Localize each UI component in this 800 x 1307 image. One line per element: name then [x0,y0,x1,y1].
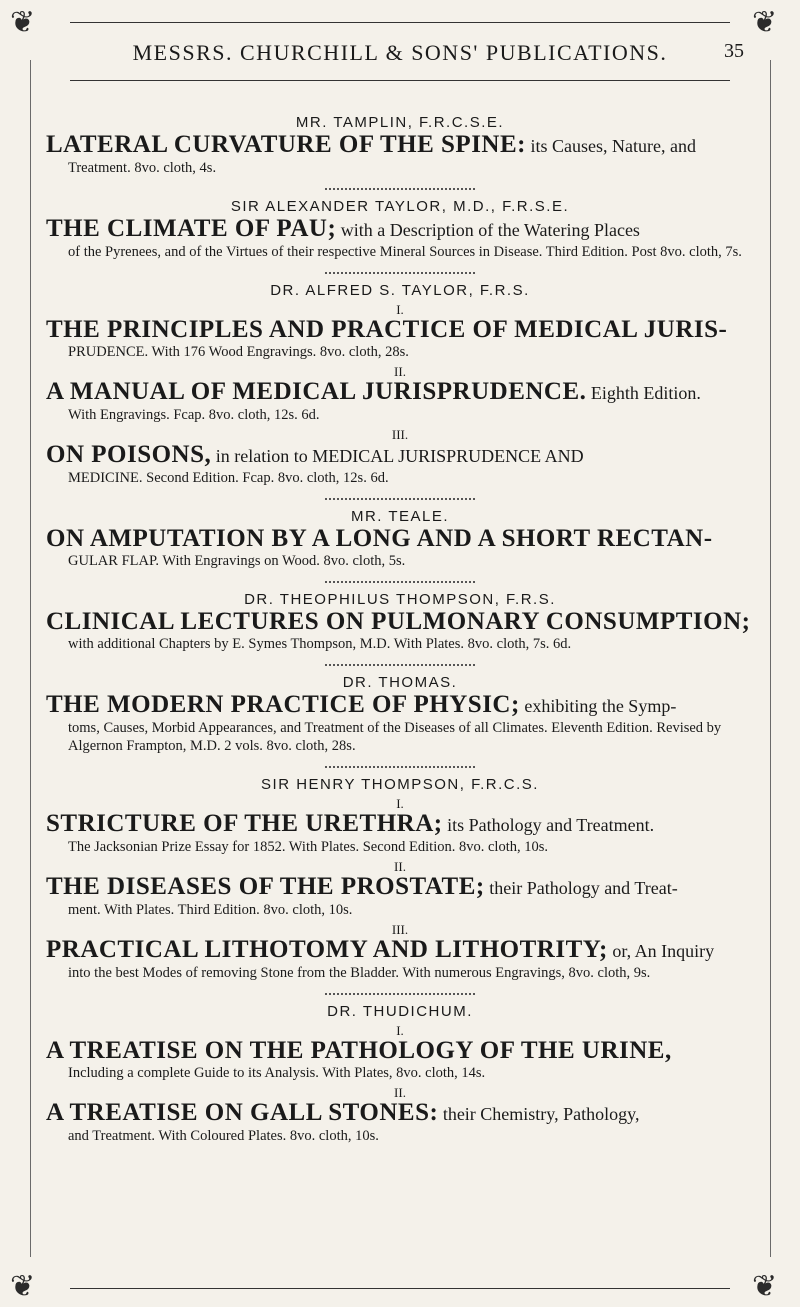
running-header: MESSRS. CHURCHILL & SONS' PUBLICATIONS. [132,40,668,65]
volume-number: I. [396,1023,404,1038]
book-title [46,1100,754,1127]
author-section [46,282,754,500]
author-section [46,198,754,274]
section-divider [325,183,475,190]
book-description: and Treatment. With Coloured Plates. 8vo. cloth, 10s. [68,1128,379,1144]
book-title-main: STRICTURE OF THE URETHRA; [46,810,443,837]
book-entry [46,609,754,653]
book-title-main: A TREATISE ON GALL STONES: [46,1099,439,1126]
author-heading: MR. TEALE. [350,508,450,525]
book-title [46,811,754,838]
book-title-main: PRACTICAL LITHOTOMY AND LITHOTRITY; [46,936,608,963]
book-title-main: CLINICAL LECTURES ON PULMONARY CONSUMPTION; [46,608,751,635]
book-description: toms, Causes, Morbid Appearances, and Treatment of the Diseases of all Climates. Eleventh Edition. Revised by Algernon Frampton, M.D. 2 vols. 8vo. cloth, 28s. [68,720,722,754]
author-heading: DR. THOMAS. [342,674,458,691]
header-rule [70,80,730,81]
book-description: MEDICINE. Second Edition. Fcap. 8vo. cloth, 12s. 6d. [68,470,389,486]
section-divider [325,267,475,274]
book-title-main: ON POISONS, [46,441,212,468]
volume-number: II. [394,364,406,379]
top-rule [70,22,730,23]
book-description: Including a complete Guide to its Analysis. With Plates, 8vo. cloth, 14s. [68,1065,486,1081]
volume-number: III. [391,922,409,937]
section-divider [325,493,475,500]
book-title-main: THE DISEASES OF THE PROSTATE; [46,873,485,900]
book-title [46,937,754,964]
book-title-subtitle: its Causes, Nature, and [526,136,696,156]
section-divider [325,659,475,666]
book-title-main: A TREATISE ON THE PATHOLOGY OF THE URINE, [46,1037,672,1064]
book-entry [46,216,754,261]
book-description: of the Pyrenees, and of the Virtues of their respective Mineral Sources in Disease. Third Edition. Post 8vo. cloth, 7s. [68,244,742,260]
book-title [46,132,754,159]
section-divider [325,761,475,768]
book-description: Treatment. 8vo. cloth, 4s. [68,160,217,176]
book-entry [46,132,754,177]
book-entry [46,526,754,570]
book-title-subtitle: their Pathology and Treat- [484,878,678,898]
book-entry [46,692,754,755]
book-title-subtitle: their Chemistry, Pathology, [438,1104,640,1124]
author-heading: DR. THEOPHILUS THOMPSON, F.R.S. [244,591,556,608]
book-title-subtitle: in relation to MEDICAL JURISPRUDENCE AND [211,446,584,466]
author-section [46,1003,754,1145]
author-section [46,114,754,190]
page-number: 35 [724,40,744,62]
book-entry [46,860,754,919]
book-title-main: A MANUAL OF MEDICAL JURISPRUDENCE. [46,378,587,405]
corner-ornament-icon: ❦ [10,1270,36,1303]
author-heading: MR. TAMPLIN, F.R.C.S.E. [295,114,505,131]
book-description: GULAR FLAP. With Engravings on Wood. 8vo. cloth, 5s. [68,553,406,569]
corner-ornament-icon: ❦ [752,6,778,39]
book-description: with additional Chapters by E. Symes Thompson, M.D. With Plates. 8vo. cloth, 7s. 6d. [68,636,572,652]
corner-ornament-icon: ❦ [10,6,36,39]
section-divider [325,576,475,583]
book-description: ment. With Plates. Third Edition. 8vo. cloth, 10s. [68,902,353,918]
author-heading: DR. ALFRED S. TAYLOR, F.R.S. [270,282,530,299]
book-title [46,1038,754,1064]
book-title [46,692,754,719]
book-title-main: ON AMPUTATION BY A LONG AND A SHORT RECTAN- [46,525,713,552]
author-section [46,674,754,768]
book-entry [46,428,754,487]
book-title [46,379,754,406]
book-entry [46,365,754,424]
book-title-subtitle: or, An Inquiry [607,941,715,961]
book-entry [46,797,754,856]
book-title-subtitle: exhibiting the Symp- [519,696,677,716]
volume-number: I. [396,302,404,317]
author-heading: SIR ALEXANDER TAYLOR, M.D., F.R.S.E. [230,198,570,215]
book-entry [46,303,754,361]
catalogue-body [46,108,754,1147]
book-entry [46,1086,754,1145]
section-divider [325,988,475,995]
author-heading: SIR HENRY THOMPSON, F.R.C.S. [261,776,539,793]
bottom-rule [70,1288,730,1289]
volume-number: II. [394,859,406,874]
volume-number: III. [391,427,409,442]
volume-number: II. [394,1085,406,1100]
book-description: into the best Modes of removing Stone from the Bladder. With numerous Engravings, 8vo. cloth, 9s. [68,965,651,981]
left-border-rule [30,60,31,1257]
book-title [46,317,754,343]
book-title-subtitle: its Pathology and Treatment. [442,815,655,835]
book-title-main: THE CLIMATE OF PAU; [46,215,337,242]
right-border-rule [770,60,771,1257]
book-description: The Jacksonian Prize Essay for 1852. With Plates. Second Edition. 8vo. cloth, 10s. [68,839,548,855]
book-entry [46,923,754,982]
author-section [46,776,754,995]
corner-ornament-icon: ❦ [752,1270,778,1303]
book-title-subtitle: with a Description of the Watering Places [336,220,640,240]
book-title [46,609,754,635]
book-entry [46,1024,754,1082]
author-section [46,508,754,583]
author-section [46,591,754,666]
book-description: With Engravings. Fcap. 8vo. cloth, 12s. 6d. [68,407,320,423]
book-title [46,216,754,243]
book-title [46,442,754,469]
author-heading: DR. THUDICHUM. [327,1003,473,1020]
book-description: PRUDENCE. With 176 Wood Engravings. 8vo. cloth, 28s. [68,344,409,360]
book-title-main: LATERAL CURVATURE OF THE SPINE: [46,131,526,158]
book-title-main: THE MODERN PRACTICE OF PHYSIC; [46,691,520,718]
book-title-main: THE PRINCIPLES AND PRACTICE OF MEDICAL JURIS- [46,316,728,343]
book-title [46,526,754,552]
volume-number: I. [396,796,404,811]
book-title [46,874,754,901]
book-title-subtitle: Eighth Edition. [586,383,701,403]
